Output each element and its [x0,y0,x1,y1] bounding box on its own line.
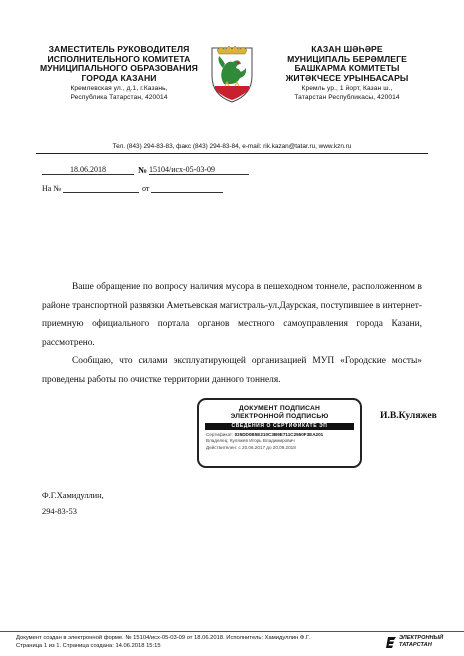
header-left-line: ГОРОДА КАЗАНИ [81,72,157,83]
reference-number-label: На № [42,184,61,193]
body-paragraph: Ваше обращение по вопросу наличия мусора в пешеходном тоннеле, расположенном в районе транспортной развязки Аметьевская магистраль-ул.Даурская, поступившее в интернет-приемную официального портала органов местного самоуправления города Казани, рассмотрено. [42,282,422,348]
body-paragraph: Сообщаю, что силами эксплуатирующей организацией МУП «Городские мосты» проведены работы по очистке территории данного тоннеля. [42,356,422,385]
reference-date-line [151,183,223,193]
footer-text [16,634,376,650]
stamp-valid-value: с 20.06.2017 до 20.09.2018 [238,444,296,450]
header-right-address [262,85,432,102]
logo-mark-icon [386,636,397,649]
contacts-line: Тел. (843) 294-83-83, факс (843) 294-83-84, e-mail: rik.kazan@tatar.ru, www.kzn.ru [112,143,352,150]
reference-number-line [63,183,139,193]
address-line: Кремль ур., 1 йорт, Казан ш., [301,85,393,93]
address-line: Татарстан Республикасы, 420014 [294,93,400,101]
signatory-name: И.В.Куляжев [380,410,437,421]
stamp-details [199,432,360,451]
reference-date-label: от [141,184,150,193]
stamp-title-line: ЭЛЕКТРОННОЙ ПОДПИСЬЮ [230,413,329,420]
header-left-address [34,85,204,102]
header-right [262,45,432,103]
logo-text [399,635,443,649]
stamp-bar: СВЕДЕНИЯ О СЕРТИФИКАТЕ ЭП [205,423,354,430]
footer-line: Страница 1 из 1. Страница создана: 14.06.2018 15:15 [16,643,161,650]
header-left-line: МУНИЦИПАЛЬНОГО ОБРАЗОВАНИЯ [40,63,198,74]
logo-text-line: ТАТАРСТАН [399,642,432,648]
stamp-cert-row: Сертификат: 025DD0B5E210C3B9E711C2550F3EA201 [206,432,324,437]
outgoing-number: 15104/исх-05-03-09 [149,165,249,175]
header-right-line: МУНИЦИПАЛЬ БЕРӘМЛЕГЕ [287,53,407,64]
header-left-line: ИСПОЛНИТЕЛЬНОГО КОМИТЕТА [47,53,191,64]
outgoing-field [42,165,292,175]
outgoing-date: 18.06.2018 [42,165,134,175]
executor-phone: 294-83-53 [42,507,77,516]
header-divider [36,153,428,154]
footer-line: Документ создан в электронной форме. № 15104/исх-05-03-09 от 18.06.2018. Исполнитель: Хамидуллин Ф.Г. [16,635,310,641]
executor-name: Ф.Г.Хамидуллин, [42,491,104,500]
stamp-owner-value: Куляжев Игорь Владимирович [229,438,295,444]
stamp-title [199,405,360,421]
stamp-title-line: ДОКУМЕНТ ПОДПИСАН [238,405,321,412]
executor-block [42,488,104,520]
address-line: Кремлевская ул., д.1, г.Казань, [70,85,168,93]
header-left-line: ЗАМЕСТИТЕЛЬ РУКОВОДИТЕЛЯ [48,44,190,54]
letter-body [42,278,422,390]
header-right-line: ЖИТӘКЧЕСЕ УРЫНБАСАРЫ [285,72,409,83]
number-sign: № [138,165,148,175]
electronic-signature-stamp [197,398,362,468]
stamp-owner-row: Владелец: Куляжев Игорь Владимирович [206,438,295,444]
stamp-valid-row: Действителен: с 20.06.2017 до 20.09.2018 [206,444,296,450]
kazan-coat-of-arms-icon [209,46,255,104]
header-right-line: БАШКАРМА КОМИТЕТЫ [294,63,400,74]
footer-divider [0,631,464,632]
header-right-line: КАЗАН ШӘҺӘРЕ [311,44,383,54]
header-left [34,45,204,103]
reference-field [42,183,223,193]
logo-text-line: ЭЛЕКТРОННЫЙ [399,635,444,641]
address-line: Республика Татарстан, 420014 [70,93,168,101]
electronic-tatarstan-logo [386,635,448,652]
stamp-cert-value: 025DD0B5E210C3B9E711C2550F3EA201 [234,432,324,437]
